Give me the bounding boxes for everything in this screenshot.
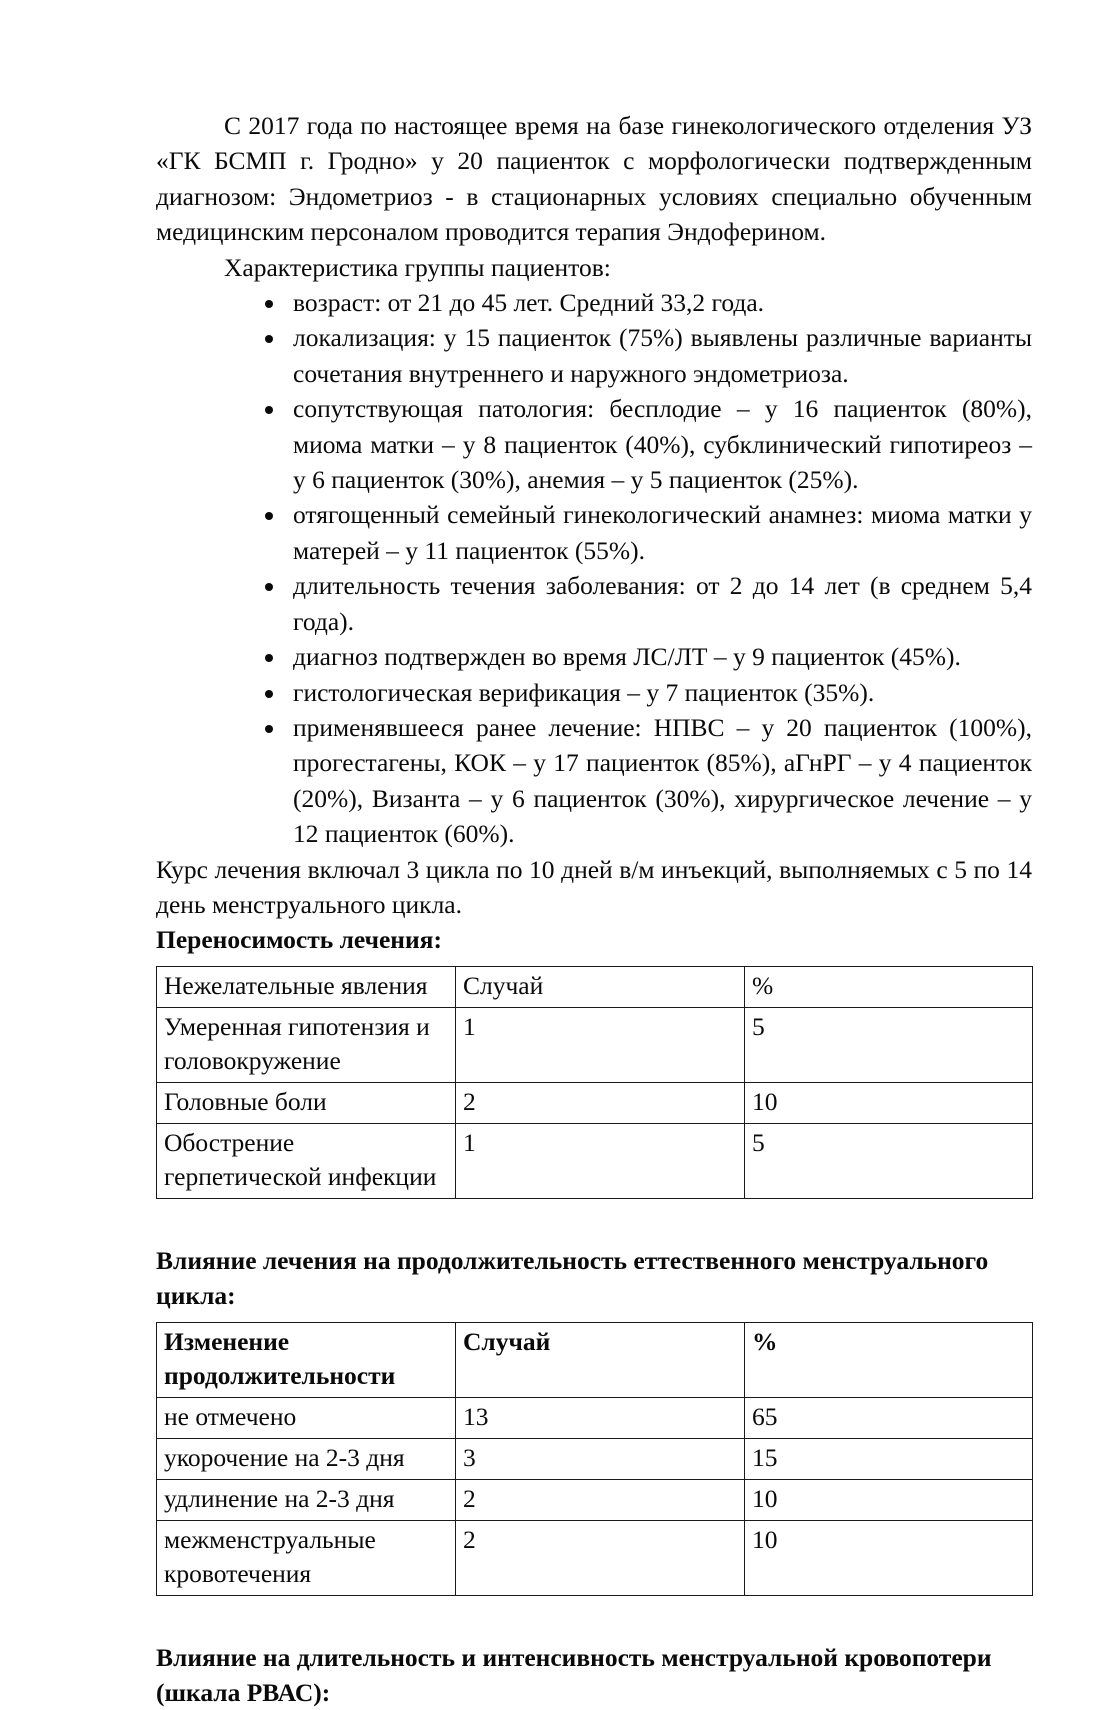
bullet-icon xyxy=(265,391,275,426)
table-cell: 5 xyxy=(745,1123,1033,1198)
table-header-cell: % xyxy=(745,1322,1033,1397)
tolerability-table xyxy=(156,966,1033,1199)
list-item xyxy=(156,285,1032,320)
table-header-cell: Случай xyxy=(456,966,745,1007)
patient-characteristics-list xyxy=(156,285,1032,852)
table-cell: укорочение на 2-3 дня xyxy=(157,1438,456,1479)
table-cell: 2 xyxy=(456,1520,745,1595)
table-cell: 1 xyxy=(456,1123,745,1198)
list-item-text: локализация: у 15 пациенток (75%) выявлены различные варианты сочетания внутреннего и наружного эндометриоза. xyxy=(293,323,1032,388)
spacer xyxy=(156,1596,1032,1640)
heading-cycle-duration-line2: цикла: xyxy=(156,1281,236,1311)
table-row xyxy=(157,1438,1033,1479)
list-item-text: применявшееся ранее лечение: НПВС – у 20 пациенток (100%), прогестагены, КОК – у 17 пациенток (85%), аГнРГ – у 4 пациенток (20%), Византа – у 6 пациенток (30%), хирургическое лечение – у 12 пациенток (60%). xyxy=(293,712,1032,849)
table-header-cell: Нежелательные явления xyxy=(157,966,456,1007)
table-header-row xyxy=(157,966,1033,1007)
table-cell: Головные боли xyxy=(157,1082,456,1123)
table-cell: межменструальные кровотечения xyxy=(157,1520,456,1595)
intro-paragraph: С 2017 года по настоящее время на базе гинекологического отделения УЗ «ГК БСМП г. Гродно» у 20 пациенток с морфологически подтвержденным диагнозом: Эндометриоз - в стационарных условиях специально обученным медицинским персоналом проводится терапия Эндоферином. xyxy=(156,111,1032,247)
group-characteristics-lead: Характеристика группы пациентов: xyxy=(224,252,611,282)
list-item-text: длительность течения заболевания: от 2 до 14 лет (в среднем 5,4 года). xyxy=(293,571,1032,636)
bullet-icon xyxy=(265,320,275,355)
table-cell: 15 xyxy=(745,1438,1033,1479)
table-cell: 10 xyxy=(745,1082,1033,1123)
bullet-icon xyxy=(265,710,275,745)
heading-cycle-duration-line1: Влияние лечения на продолжительность еттественного менструального xyxy=(156,1245,989,1275)
list-item xyxy=(156,675,1032,710)
table-cell: удлинение на 2-3 дня xyxy=(157,1479,456,1520)
table-cell: 5 xyxy=(745,1007,1033,1082)
bullet-icon xyxy=(265,568,275,603)
table-row xyxy=(157,1082,1033,1123)
list-item-text: возраст: от 21 до 45 лет. Средний 33,2 года. xyxy=(293,288,765,318)
list-item-text: гистологическая верификация – у 7 пациенток (35%). xyxy=(293,677,875,707)
list-item xyxy=(156,497,1032,568)
table-cell: Умеренная гипотензия и головокружение xyxy=(157,1007,456,1082)
cycle-duration-table xyxy=(156,1322,1033,1596)
list-item xyxy=(156,320,1032,391)
bullet-icon xyxy=(265,675,275,710)
bullet-icon xyxy=(265,497,275,532)
heading-blood-loss-line1: Влияние на длительность и интенсивность менструальной кровопотери xyxy=(156,1642,992,1672)
table-cell: 1 xyxy=(456,1007,745,1082)
table-row xyxy=(157,1397,1033,1438)
bullet-icon xyxy=(265,285,275,320)
list-item-text: диагноз подтвержден во время ЛС/ЛТ – у 9 пациенток (45%). xyxy=(293,642,961,672)
document-content xyxy=(156,108,1032,1710)
heading-tolerability: Переносимость лечения: xyxy=(156,925,442,955)
table-header-cell: Случай xyxy=(456,1322,745,1397)
spacer xyxy=(156,1199,1032,1243)
table-cell: 2 xyxy=(456,1479,745,1520)
table-cell: 10 xyxy=(745,1520,1033,1595)
table-row xyxy=(157,1123,1033,1198)
table-row xyxy=(157,1479,1033,1520)
table-row xyxy=(157,1007,1033,1082)
table-cell: 2 xyxy=(456,1082,745,1123)
table-cell: Обострение герпетической инфекции xyxy=(157,1123,456,1198)
list-item xyxy=(156,391,1032,497)
list-item xyxy=(156,710,1032,852)
list-item-text: сопутствующая патология: бесплодие – у 16 пациенток (80%), миома матки – у 8 пациенток (40%), субклинический гипотиреоз – у 6 пациенток (30%), анемия – у 5 пациенток (25%). xyxy=(293,394,1032,495)
table-header-cell: % xyxy=(745,966,1033,1007)
spacer xyxy=(156,958,1032,966)
table-cell: 65 xyxy=(745,1397,1033,1438)
table-cell: 10 xyxy=(745,1479,1033,1520)
list-item-text: отягощенный семейный гинекологический анамнез: миома матки у матерей – у 11 пациенток (55%). xyxy=(293,500,1032,565)
list-item xyxy=(156,568,1032,639)
table-cell: 13 xyxy=(456,1397,745,1438)
heading-blood-loss-line2: (шкала РВАС): xyxy=(156,1677,331,1707)
course-paragraph: Курс лечения включал 3 цикла по 10 дней в/м инъекций, выполняемых с 5 по 14 день менструального цикла. xyxy=(156,854,1032,919)
list-item xyxy=(156,639,1032,674)
table-header-row xyxy=(157,1322,1033,1397)
table-row xyxy=(157,1520,1033,1595)
table-cell: не отмечено xyxy=(157,1397,456,1438)
spacer xyxy=(156,1314,1032,1322)
bullet-icon xyxy=(265,639,275,674)
table-header-cell: Изменение продолжительности xyxy=(157,1322,456,1397)
table-cell: 3 xyxy=(456,1438,745,1479)
